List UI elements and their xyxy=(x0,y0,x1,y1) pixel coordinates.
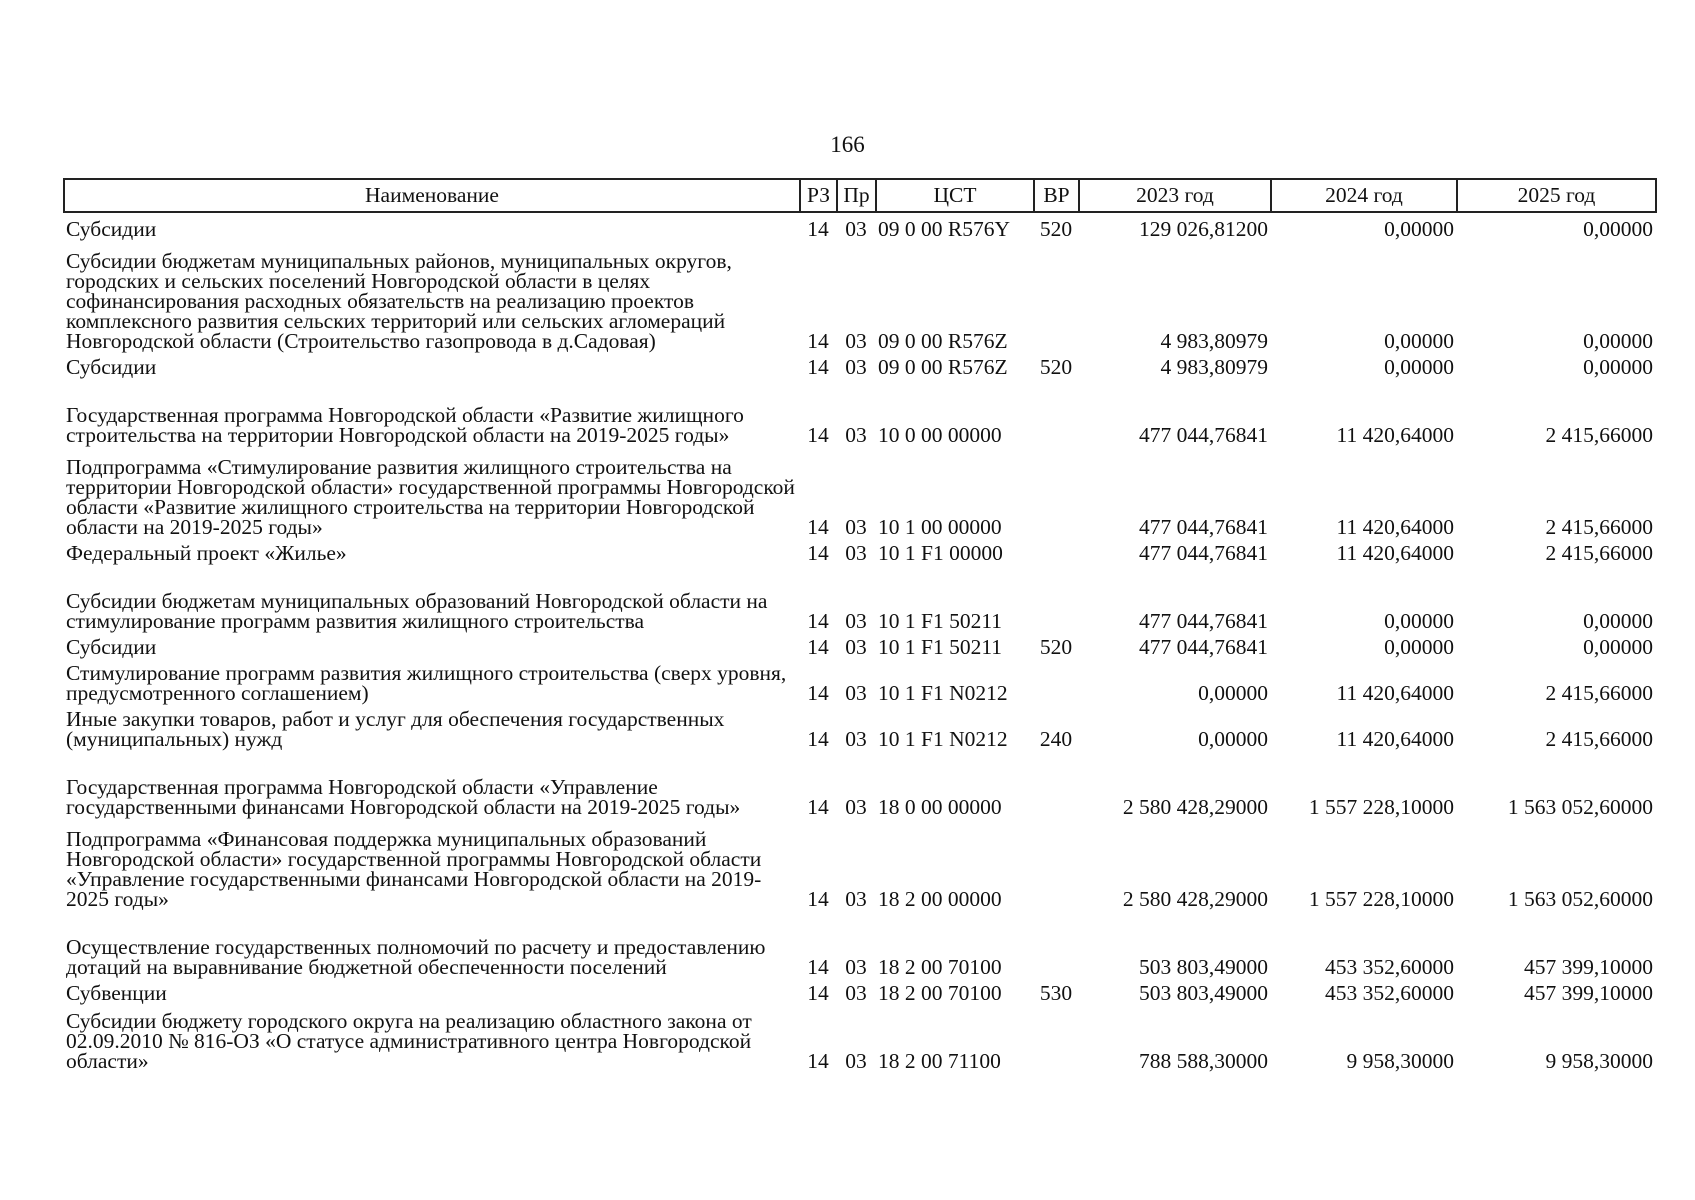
row-2024: 1 557 228,10000 xyxy=(1308,795,1454,819)
table-row xyxy=(64,977,1656,1003)
row-2023: 477 044,76841 xyxy=(1139,609,1268,633)
row-name: Субсидии xyxy=(66,635,157,659)
row-vr: 520 xyxy=(1039,355,1073,379)
row-rz: 14 xyxy=(807,727,829,751)
table-row xyxy=(64,817,1656,909)
row-name: Подпрограмма «Стимулирование развития жилищного строительства на территории Новгородской области» государственной программы Новгородской области «Развитие жилищного строительства на территории Новгородской области на 2019-2025 годы» xyxy=(66,455,795,539)
row-2023: 477 044,76841 xyxy=(1139,515,1268,539)
row-vr: 240 xyxy=(1039,727,1073,751)
row-rz: 14 xyxy=(807,609,829,633)
row-vr xyxy=(1034,377,1079,445)
row-rz: 14 xyxy=(807,981,829,1005)
row-2023: 0,00000 xyxy=(1198,681,1268,705)
header-rz: РЗ xyxy=(800,179,837,212)
row-2024: 11 420,64000 xyxy=(1336,681,1454,705)
row-2025: 457 399,10000 xyxy=(1524,981,1653,1005)
row-2025: 457 399,10000 xyxy=(1524,955,1653,979)
row-2025: 9 958,30000 xyxy=(1545,1049,1653,1073)
row-pr: 03 xyxy=(845,217,867,241)
row-name: Субсидии xyxy=(66,217,157,241)
row-rz: 14 xyxy=(807,423,829,447)
row-cst: 18 2 00 70100 xyxy=(878,955,1002,979)
row-pr: 03 xyxy=(845,681,867,705)
row-rz: 14 xyxy=(807,681,829,705)
row-2025: 0,00000 xyxy=(1583,609,1653,633)
header-2025: 2025 год xyxy=(1457,179,1656,212)
row-pr: 03 xyxy=(845,515,867,539)
row-pr: 03 xyxy=(845,423,867,447)
row-name: Подпрограмма «Финансовая поддержка муниципальных образований Новгородской области» государственной программы Новгородской области «Управление государственными финансами Новгородской области на 2019-2025 годы» xyxy=(66,827,762,911)
row-2025: 0,00000 xyxy=(1583,217,1653,241)
row-vr: 520 xyxy=(1039,635,1073,659)
row-2023: 4 983,80979 xyxy=(1160,329,1268,353)
row-2024: 0,00000 xyxy=(1384,355,1454,379)
row-2024: 11 420,64000 xyxy=(1336,727,1454,751)
row-pr: 03 xyxy=(845,329,867,353)
row-2025: 1 563 052,60000 xyxy=(1507,887,1653,911)
row-name: Субсидии xyxy=(66,355,157,379)
row-vr xyxy=(1034,563,1079,631)
row-pr: 03 xyxy=(845,795,867,819)
row-cst: 18 2 00 70100 xyxy=(878,981,1002,1005)
row-vr xyxy=(1034,537,1079,563)
row-pr: 03 xyxy=(845,887,867,911)
row-2024: 11 420,64000 xyxy=(1336,541,1454,565)
row-2023: 503 803,49000 xyxy=(1139,981,1268,1005)
table-header-row xyxy=(64,179,1656,212)
row-2025: 0,00000 xyxy=(1583,635,1653,659)
row-2023: 4 983,80979 xyxy=(1160,355,1268,379)
row-cst: 10 1 F1 50211 xyxy=(878,609,1003,633)
row-2025: 2 415,66000 xyxy=(1545,515,1653,539)
table-row xyxy=(64,537,1656,563)
row-rz: 14 xyxy=(807,955,829,979)
row-2024: 1 557 228,10000 xyxy=(1308,887,1454,911)
row-2023: 2 580 428,29000 xyxy=(1122,795,1268,819)
row-name: Субсидии бюджету городского округа на реализацию областного закона от 02.09.2010 № 816-ОЗ «О статусе административного центра Новгородской области» xyxy=(66,1009,752,1073)
row-cst: 10 1 F1 50211 xyxy=(878,635,1003,659)
row-vr: 520 xyxy=(1039,217,1073,241)
row-2024: 0,00000 xyxy=(1384,635,1454,659)
row-2024: 9 958,30000 xyxy=(1346,1049,1454,1073)
row-rz: 14 xyxy=(807,329,829,353)
row-pr: 03 xyxy=(845,1049,867,1073)
row-vr: 530 xyxy=(1039,981,1073,1005)
table-row xyxy=(64,657,1656,703)
table-row xyxy=(64,563,1656,631)
row-cst: 10 1 F1 N0212 xyxy=(878,681,1008,705)
row-name: Субсидии бюджетам муниципальных районов, муниципальных округов, городских и сельских поселений Новгородской области в целях софинансирования расходных обязательств на реализацию проектов комплексного развития сельских территорий или сельских агломераций Новгородской области (Строительство газопровода в д.Садовая) xyxy=(66,249,732,353)
row-rz: 14 xyxy=(807,355,829,379)
row-2023: 477 044,76841 xyxy=(1139,541,1268,565)
row-cst: 10 1 00 00000 xyxy=(878,515,1002,539)
row-pr: 03 xyxy=(845,955,867,979)
row-vr xyxy=(1034,657,1079,703)
budget-table xyxy=(63,178,1657,1071)
header-2023: 2023 год xyxy=(1079,179,1271,212)
row-2023: 129 026,81200 xyxy=(1139,217,1268,241)
row-2025: 1 563 052,60000 xyxy=(1507,795,1653,819)
row-2025: 2 415,66000 xyxy=(1545,423,1653,447)
row-cst: 10 1 F1 00000 xyxy=(878,541,1003,565)
row-pr: 03 xyxy=(845,541,867,565)
table-row xyxy=(64,909,1656,977)
row-name: Осуществление государственных полномочий по расчету и предоставлению дотаций на выравнивание бюджетной обеспеченности поселений xyxy=(66,935,766,979)
table-row xyxy=(64,212,1656,239)
header-pr: Пр xyxy=(837,179,876,212)
row-rz: 14 xyxy=(807,795,829,819)
row-vr xyxy=(1034,909,1079,977)
row-pr: 03 xyxy=(845,727,867,751)
table-row xyxy=(64,631,1656,657)
row-2024: 0,00000 xyxy=(1384,329,1454,353)
row-cst: 10 1 F1 N0212 xyxy=(878,727,1008,751)
row-2025: 2 415,66000 xyxy=(1545,727,1653,751)
table-row xyxy=(64,1003,1656,1071)
row-cst: 18 2 00 71100 xyxy=(878,1049,1001,1073)
header-cst: ЦСТ xyxy=(876,179,1034,212)
row-rz: 14 xyxy=(807,217,829,241)
header-vr: ВР xyxy=(1034,179,1079,212)
row-2024: 453 352,60000 xyxy=(1325,981,1454,1005)
row-pr: 03 xyxy=(845,355,867,379)
row-2025: 2 415,66000 xyxy=(1545,681,1653,705)
row-vr xyxy=(1034,445,1079,537)
row-name: Субсидии бюджетам муниципальных образований Новгородской области на стимулирование программ развития жилищного строительства xyxy=(66,589,768,633)
row-2023: 477 044,76841 xyxy=(1139,635,1268,659)
page-number: 166 xyxy=(830,132,865,157)
row-vr xyxy=(1034,239,1079,351)
row-pr: 03 xyxy=(845,609,867,633)
row-vr xyxy=(1034,749,1079,817)
row-name: Иные закупки товаров, работ и услуг для обеспечения государственных (муниципальных) нужд xyxy=(66,707,725,751)
row-2024: 11 420,64000 xyxy=(1336,423,1454,447)
row-vr xyxy=(1034,1003,1079,1071)
row-2023: 0,00000 xyxy=(1198,727,1268,751)
row-2023: 477 044,76841 xyxy=(1139,423,1268,447)
row-cst: 18 2 00 00000 xyxy=(878,887,1002,911)
row-name: Стимулирование программ развития жилищного строительства (сверх уровня, предусмотренного соглашением) xyxy=(66,661,787,705)
header-name: Наименование xyxy=(64,179,800,212)
row-vr xyxy=(1034,817,1079,909)
row-rz: 14 xyxy=(807,515,829,539)
row-2025: 0,00000 xyxy=(1583,329,1653,353)
row-name: Государственная программа Новгородской области «Развитие жилищного строительства на территории Новгородской области на 2019-2025 годы» xyxy=(66,403,744,447)
row-2023: 2 580 428,29000 xyxy=(1122,887,1268,911)
row-2024: 11 420,64000 xyxy=(1336,515,1454,539)
row-pr: 03 xyxy=(845,635,867,659)
row-rz: 14 xyxy=(807,1049,829,1073)
row-name: Субвенции xyxy=(66,981,167,1005)
row-cst: 09 0 00 R576Z xyxy=(878,355,1008,379)
row-2023: 503 803,49000 xyxy=(1139,955,1268,979)
table-row xyxy=(64,703,1656,749)
table-row xyxy=(64,749,1656,817)
row-2025: 0,00000 xyxy=(1583,355,1653,379)
row-2024: 0,00000 xyxy=(1384,217,1454,241)
row-2024: 0,00000 xyxy=(1384,609,1454,633)
table-row xyxy=(64,239,1656,351)
row-cst: 10 0 00 00000 xyxy=(878,423,1002,447)
table-row xyxy=(64,445,1656,537)
row-2023: 788 588,30000 xyxy=(1139,1049,1268,1073)
row-2024: 453 352,60000 xyxy=(1325,955,1454,979)
row-cst: 09 0 00 R576Z xyxy=(878,329,1008,353)
row-rz: 14 xyxy=(807,541,829,565)
row-name: Федеральный проект «Жилье» xyxy=(66,541,347,565)
row-cst: 09 0 00 R576Y xyxy=(878,217,1010,241)
row-rz: 14 xyxy=(807,635,829,659)
row-rz: 14 xyxy=(807,887,829,911)
row-cst: 18 0 00 00000 xyxy=(878,795,1002,819)
row-2025: 2 415,66000 xyxy=(1545,541,1653,565)
row-pr: 03 xyxy=(845,981,867,1005)
header-2024: 2024 год xyxy=(1271,179,1457,212)
table-row xyxy=(64,377,1656,445)
table-row xyxy=(64,351,1656,377)
row-name: Государственная программа Новгородской области «Управление государственными финансами Новгородской области на 2019-2025 годы» xyxy=(66,775,741,819)
